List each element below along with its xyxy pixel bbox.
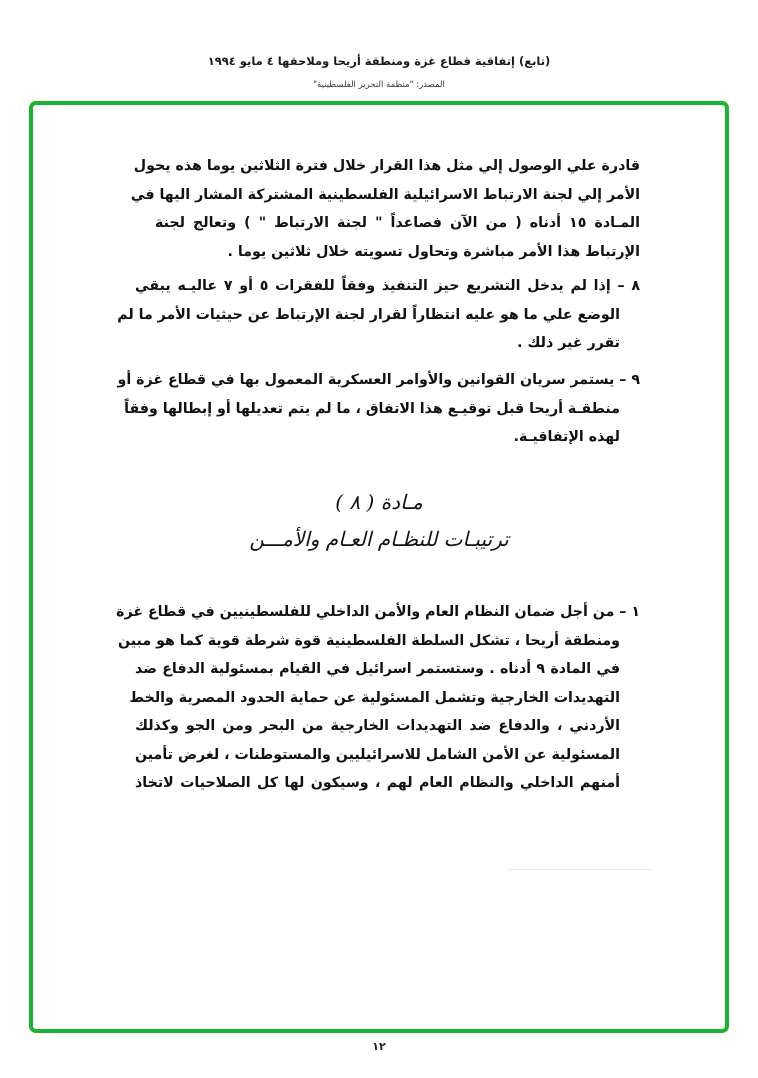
text-line: ٨ – إذا لم يدخل التشريع حيز التنفيذ وفقاً للفقرات ٥ أو ٧ عاليـه يبقي — [135, 278, 640, 294]
paragraph-continuation — [130, 152, 640, 266]
document-header-title: (تابع) إتفاقية قطاع غزة ومنطقة أريحا وملاحقها ٤ مايو ١٩٩٤ — [207, 54, 551, 68]
scan-artifact-line — [507, 869, 651, 870]
text-line: ومنطقة أريحا ، تشكل السلطة الفلسطينية قوة شرطة قوية كما هو مبين — [118, 632, 620, 649]
text-line: قادرة علي الوصول إلي مثل هذا القرار خلال فترة الثلاثين يوما هذه يحول — [133, 158, 640, 174]
text-line: التهديدات الخارجية وتشمل المسئولية عن حماية الحدود المصرية والخط — [129, 689, 620, 706]
text-line: المسئولية عن الأمن الشامل للاسرائيليين والمستوطنات ، لغرض تأمين — [135, 746, 620, 763]
paragraph-8 — [117, 272, 640, 358]
text-line: لهذه الإتفاقيـة. — [513, 429, 620, 445]
paragraph-9 — [117, 366, 640, 452]
text-line: أمنهم الداخلي والنظام العام لهم ، وسيكون لها كل الصلاحيات لاتخاذ — [135, 775, 620, 791]
page-number: ١٢ — [372, 1040, 386, 1053]
text-line: الوضع علي ما هو عليه انتظاراً لقرار لجنة الإرتباط عن حيثيات الأمر ما لم — [117, 306, 620, 323]
document-source-line: المصدر: "منظمة التحرير الفلسطينية" — [313, 80, 445, 90]
text-line: الأمر إلي لجنة الارتباط الاسرائيلية الفلسطينية المشتركة المشار اليها في — [130, 186, 640, 203]
article-paragraph-1 — [116, 598, 640, 798]
text-line: المـادة ١٥ أدناه ( من الآن فصاعداً " لجنة الارتباط " ) وتعالج لجنة — [155, 215, 640, 231]
text-line: في المادة ٩ أدناه . وستستمر اسرائيل في القيام بمسئولية الدفاع ضد — [135, 661, 620, 677]
text-line: تقرر غير ذلك . — [517, 335, 620, 351]
text-line: ٩ – يستمر سريان القوانين والأوامر العسكرية المعمول بها في قطاع غزة أو — [117, 372, 640, 388]
text-line: منطقـة أريحا قبل توقيـع هذا الاتفاق ، ما لم يتم تعديلها أو إبطالها وفقاً — [124, 400, 620, 417]
article-title: مـادة ( ٨ ) — [335, 490, 423, 514]
text-line: الأردني ، والدفاع ضد التهديدات الخارجية من البحر ومن الجو وكذلك — [135, 718, 620, 734]
text-line: الإرتباط هذا الأمر مباشرة وتحاول تسويته خلال ثلاثين يوما . — [227, 243, 640, 260]
text-line: ١ – من أجل ضمان النظام العام والأمن الداخلي للفلسطينيين في قطاع غزة — [116, 604, 640, 620]
article-subtitle: ترتيبـات للنظـام العـام والأمـــن — [249, 527, 509, 551]
